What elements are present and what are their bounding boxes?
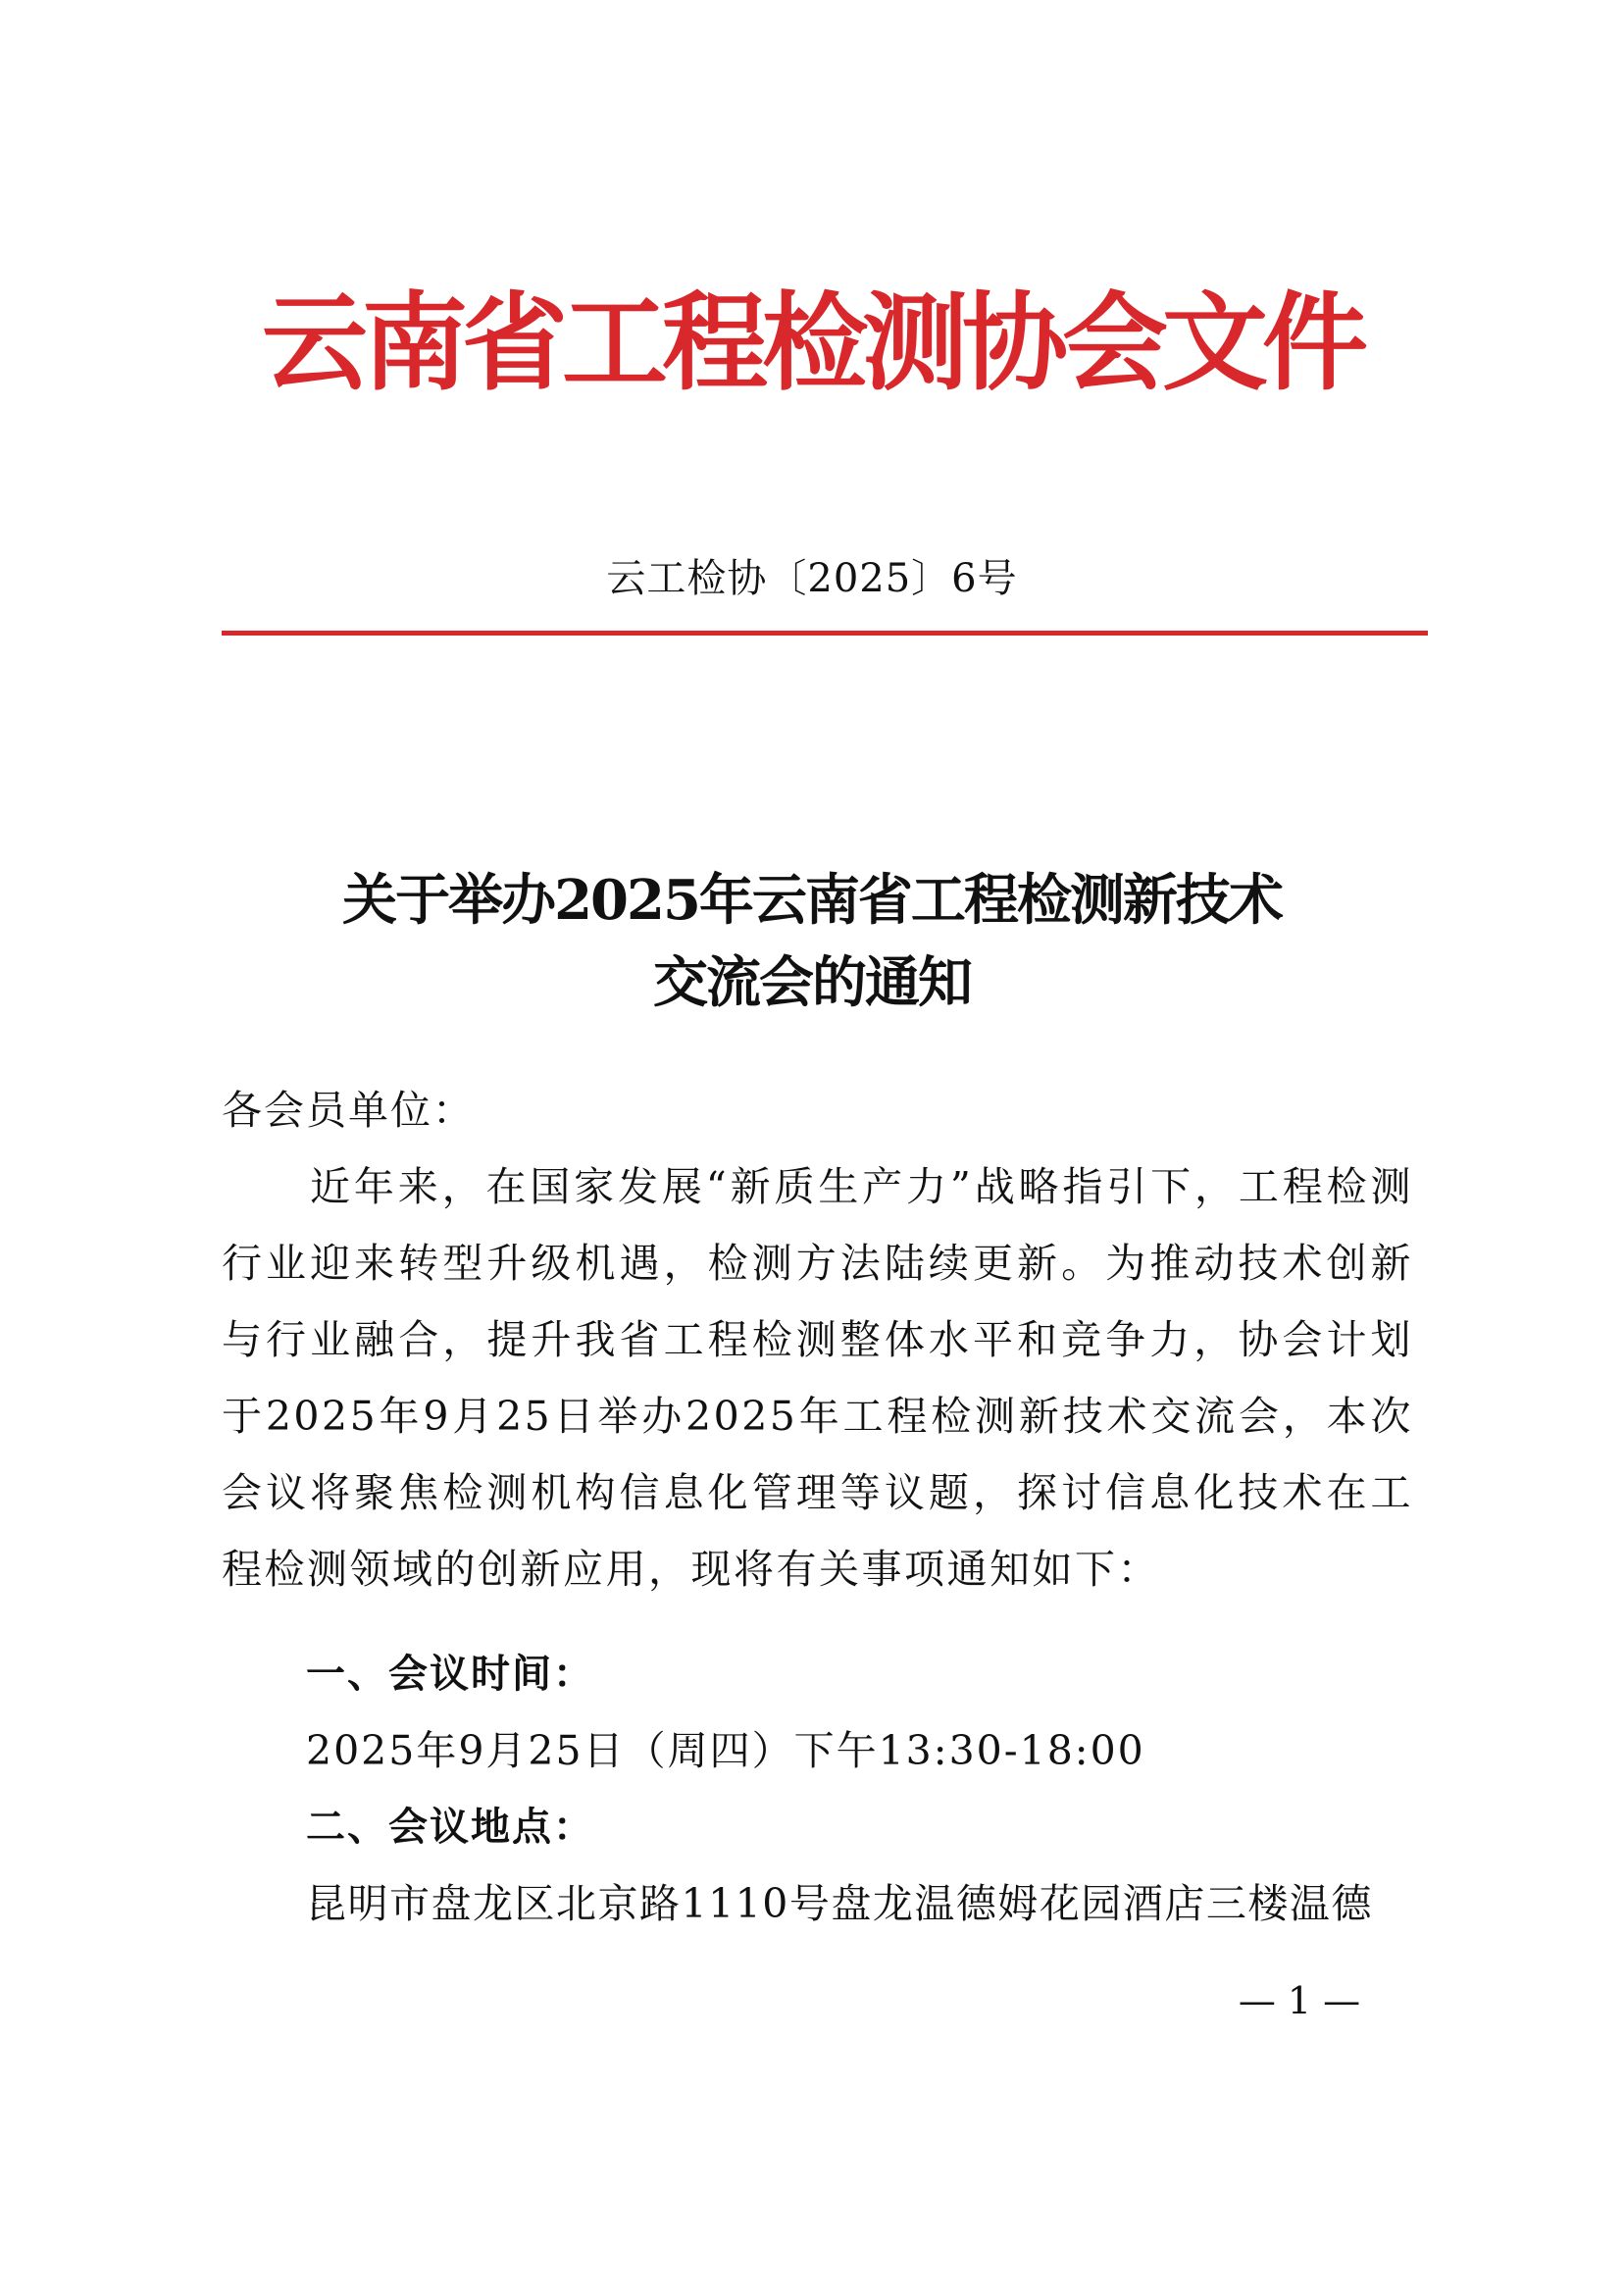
issuer-header: 云南省工程检测协会文件 (261, 281, 1362, 405)
page-number: — 1 — (1238, 1979, 1361, 2022)
meeting-location-text: 昆明市盘龙区北京路1110号盘龙温德姆花园酒店三楼温德 (306, 1880, 1373, 1927)
section-heading-meeting-location: 二、会议地点： (306, 1805, 594, 1850)
red-divider (222, 631, 1428, 636)
section-heading-meeting-time: 一、会议时间： (306, 1652, 594, 1697)
notice-title-line-2: 交流会的通知 (653, 950, 971, 1015)
meeting-time-text: 2025年9月25日（周四）下午13:30-18:00 (306, 1727, 1145, 1774)
notice-title (0, 859, 1624, 1024)
document-number: 云工检协〔2025〕6号 (606, 556, 1018, 601)
salutation: 各会员单位： (222, 1087, 475, 1134)
notice-title-line-1: 关于举办2025年云南省工程检测新技术 (342, 868, 1282, 933)
intro-paragraph: 近年来，在国家发展“新质生产力”战略指引下，工程检测行业迎来转型升级机遇，检测方法陆续更新。为推动技术创新与行业融合，提升我省工程检测整体水平和竞争力，协会计划于2025年9月25日举办2025年工程检测新技术交流会，本次会议将聚焦检测机构信息化管理等议题，探讨信息化技术在工程检测领域的创新应用，现将有关事项通知如下： (222, 1163, 1413, 1593)
